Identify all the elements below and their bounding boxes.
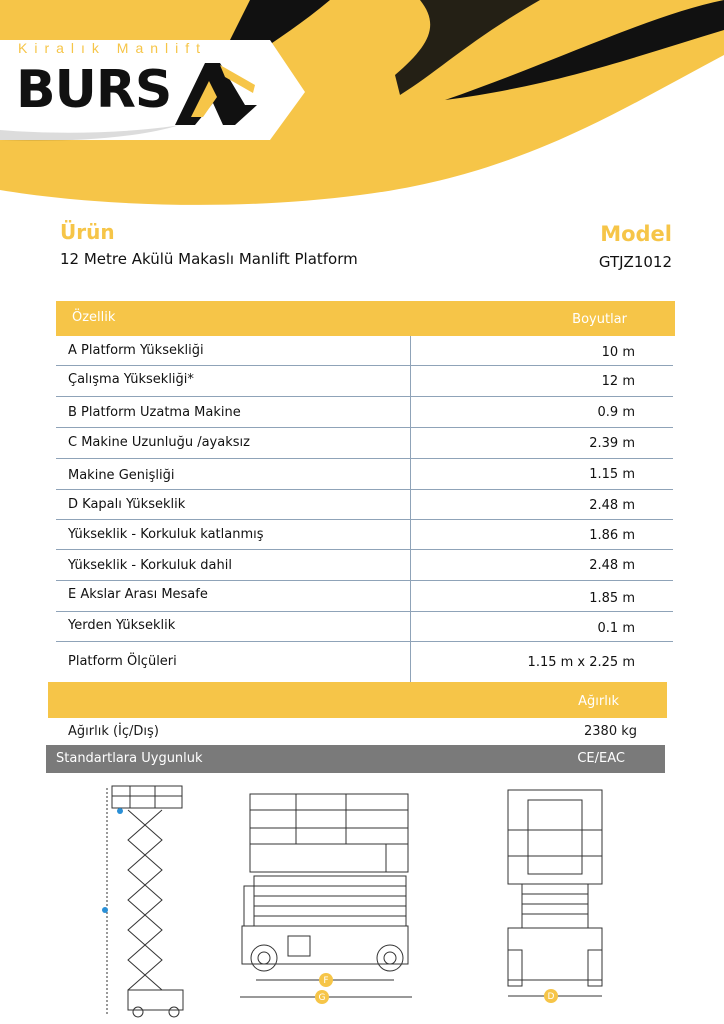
product-name: 12 Metre Akülü Makaslı Manlift Platform (60, 250, 358, 268)
brand-tagline: Kiralık Manlift (18, 40, 208, 56)
standards-value: CE/EAC (577, 751, 625, 766)
row-value: 0.9 m (597, 405, 635, 420)
table-row (56, 428, 673, 459)
table-row (56, 490, 673, 520)
weight-value: 2380 kg (584, 724, 637, 739)
row-value: 0.1 m (597, 621, 635, 636)
row-value: 1.86 m (589, 528, 635, 543)
row-feature: B Platform Uzatma Makine (68, 405, 241, 420)
extended-lift-drawing (100, 778, 200, 1020)
model-label: Model (600, 222, 672, 246)
header-dimensions: Boyutlar (572, 312, 627, 327)
table-row (56, 642, 673, 682)
table-row (56, 520, 673, 550)
table-row (56, 550, 673, 581)
dimension-badge-g: G (318, 993, 326, 1003)
weight-header (48, 682, 667, 718)
standards-row (46, 745, 665, 773)
table-row (56, 336, 673, 366)
table-row (56, 397, 673, 428)
row-feature: Yükseklik - Korkuluk dahil (68, 558, 232, 573)
brand-logo-mark-icon (165, 55, 260, 130)
row-feature: D Kapalı Yükseklik (68, 497, 186, 512)
row-feature: Yükseklik - Korkuluk katlanmış (68, 527, 264, 542)
header-feature: Özellik (72, 310, 116, 325)
table-row (56, 581, 673, 612)
row-feature: Makine Genişliği (68, 468, 175, 483)
row-value: 12 m (601, 374, 635, 389)
dimension-badge-f: F (323, 976, 329, 986)
row-value: 2.39 m (589, 436, 635, 451)
row-value: 2.48 m (589, 558, 635, 573)
front-view-drawing (500, 786, 610, 1014)
row-value: 10 m (601, 345, 635, 360)
row-feature: Çalışma Yüksekliği* (68, 372, 194, 387)
table-row (56, 612, 673, 642)
standards-label: Standartlara Uygunluk (56, 751, 203, 766)
table-row (56, 459, 673, 490)
row-feature: Yerden Yükseklik (68, 618, 176, 633)
row-value: 1.15 m x 2.25 m (527, 655, 635, 670)
weight-header-label: Ağırlık (578, 694, 619, 709)
row-value: 1.15 m (589, 467, 635, 482)
spec-table-header (56, 301, 675, 336)
row-feature: A Platform Yüksekliği (68, 343, 204, 358)
product-label: Ürün (60, 220, 115, 244)
row-feature: E Akslar Arası Mesafe (68, 587, 208, 602)
weight-row (48, 718, 667, 746)
row-value: 1.85 m (589, 591, 635, 606)
side-view-drawing (236, 790, 418, 1018)
brand-logo-text: BURS (16, 60, 172, 120)
table-row (56, 366, 673, 397)
row-feature: C Makine Uzunluğu /ayaksız (68, 435, 250, 450)
row-feature: Platform Ölçüleri (68, 654, 177, 669)
model-value: GTJZ1012 (598, 253, 672, 271)
row-value: 2.48 m (589, 498, 635, 513)
dimension-badge-d: D (547, 992, 555, 1002)
weight-label: Ağırlık (İç/Dış) (68, 724, 159, 739)
